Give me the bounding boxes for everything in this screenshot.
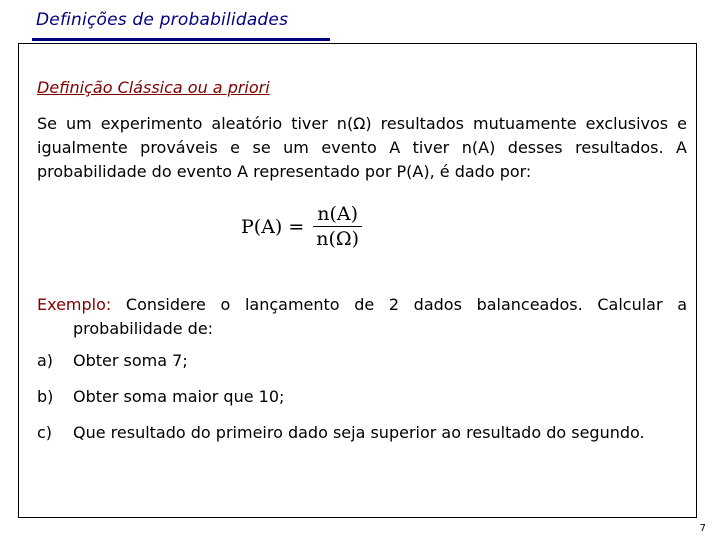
item-letter: b): [37, 387, 54, 406]
item-letter: a): [37, 351, 54, 370]
list-item: [37, 421, 687, 445]
slide-title: Definições de probabilidades: [36, 10, 289, 30]
formula-equals: =: [288, 215, 305, 238]
item-text: Obter soma maior que 10;: [73, 387, 285, 406]
formula-numerator: n(A): [313, 203, 362, 227]
item-text: Obter soma 7;: [73, 351, 188, 370]
example-paragraph: [37, 293, 687, 341]
exercise-list: [37, 349, 687, 457]
item-letter: c): [37, 423, 53, 442]
content-box: [18, 43, 697, 518]
definition-text: Se um experimento aleatório tiver n(Ω) resultados mutuamente exclusivos e igualmente prováveis e se um evento A tiver n(A) desses resultados. A probabilidade do evento A representado por P(A), é dado por:: [37, 114, 687, 181]
formula-lhs: P(A): [241, 215, 283, 238]
example-text: Considere o lançamento de 2 dados balanceados. Calcular a probabilidade de:: [73, 295, 687, 338]
page-number: 7: [699, 523, 706, 534]
section-heading: Definição Clássica ou a priori: [37, 78, 270, 97]
formula-fraction: [312, 203, 363, 250]
formula-denominator: n(Ω): [316, 228, 360, 250]
title-underline: [32, 38, 330, 41]
item-text: Que resultado do primeiro dado seja superior ao resultado do segundo.: [73, 423, 645, 442]
example-label: Exemplo:: [37, 295, 112, 314]
example-block: [37, 293, 687, 341]
list-item: [37, 349, 687, 373]
probability-formula: [241, 203, 363, 250]
list-item: [37, 385, 687, 409]
